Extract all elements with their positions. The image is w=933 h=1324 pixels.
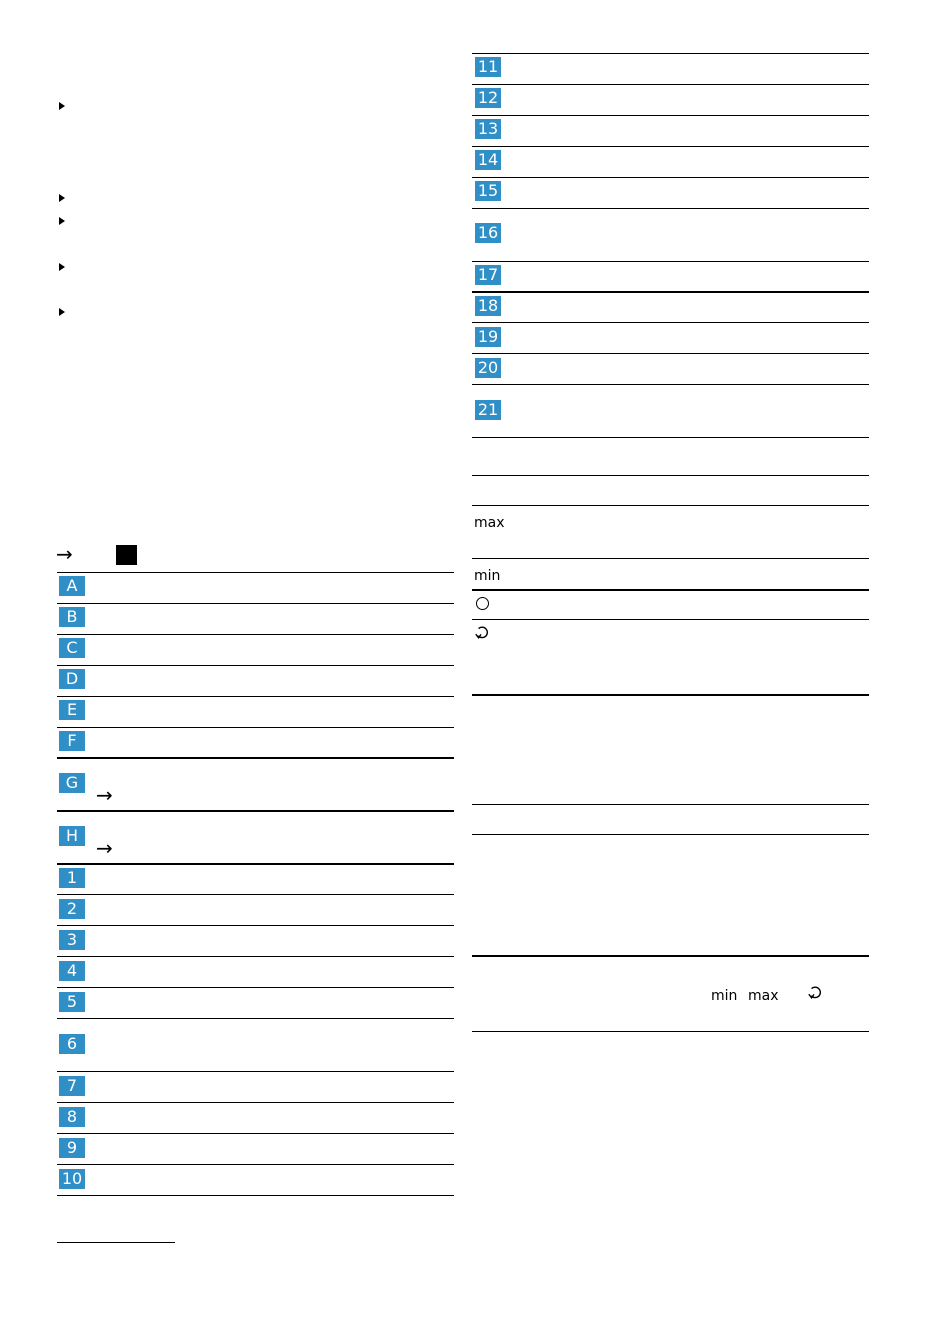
part-badge: 15 xyxy=(475,181,501,201)
inline-min-label: min xyxy=(711,988,738,1004)
table-rule xyxy=(472,694,869,696)
min-label: min xyxy=(474,568,501,584)
table-rule xyxy=(472,558,869,559)
part-badge: 12 xyxy=(475,88,501,108)
rotate-icon xyxy=(474,624,491,641)
black-square-icon xyxy=(116,545,137,565)
table-rule xyxy=(472,353,869,354)
bullet-icon xyxy=(59,308,65,316)
part-badge: 1 xyxy=(59,868,85,888)
table-rule xyxy=(57,894,454,895)
table-rule xyxy=(57,1195,454,1196)
part-badge: D xyxy=(59,669,85,689)
part-badge: 18 xyxy=(475,296,501,316)
arrow-icon: → xyxy=(96,836,113,860)
table-rule xyxy=(472,53,869,54)
bullet-icon xyxy=(59,102,65,110)
table-rule xyxy=(57,956,454,957)
part-badge: 7 xyxy=(59,1076,85,1096)
table-rule xyxy=(472,804,869,805)
table-rule xyxy=(57,1018,454,1019)
part-badge: 9 xyxy=(59,1138,85,1158)
part-badge: 4 xyxy=(59,961,85,981)
table-rule xyxy=(472,322,869,323)
bullet-icon xyxy=(59,263,65,271)
circle-icon xyxy=(476,597,489,610)
part-badge: B xyxy=(59,607,85,627)
table-rule xyxy=(57,925,454,926)
table-rule xyxy=(472,208,869,209)
table-rule xyxy=(472,505,869,506)
table-rule xyxy=(57,987,454,988)
arrow-icon: → xyxy=(96,783,113,807)
part-badge: 6 xyxy=(59,1034,85,1054)
table-rule xyxy=(57,757,454,759)
table-rule xyxy=(57,1071,454,1072)
table-rule xyxy=(472,261,869,262)
part-badge: 21 xyxy=(475,400,501,420)
table-rule xyxy=(57,634,454,635)
table-rule xyxy=(472,955,869,957)
part-badge: 14 xyxy=(475,150,501,170)
part-badge: 19 xyxy=(475,327,501,347)
table-rule xyxy=(472,589,869,591)
table-rule xyxy=(472,115,869,116)
part-badge: F xyxy=(59,731,85,751)
table-rule xyxy=(57,603,454,604)
bullet-icon xyxy=(59,194,65,202)
table-rule xyxy=(57,1102,454,1103)
table-rule xyxy=(472,291,869,293)
table-rule xyxy=(472,475,869,476)
table-rule xyxy=(472,1031,869,1032)
table-rule xyxy=(57,1164,454,1165)
part-badge: 13 xyxy=(475,119,501,139)
table-rule xyxy=(472,177,869,178)
part-badge: 5 xyxy=(59,992,85,1012)
part-badge: G xyxy=(59,773,85,793)
table-rule xyxy=(472,84,869,85)
table-rule xyxy=(472,834,869,835)
part-badge: 11 xyxy=(475,57,501,77)
part-badge: 16 xyxy=(475,223,501,243)
bullet-icon xyxy=(59,217,65,225)
part-badge: H xyxy=(59,826,85,846)
table-rule xyxy=(57,665,454,666)
max-label: max xyxy=(474,515,505,531)
table-rule xyxy=(57,696,454,697)
part-badge: 8 xyxy=(59,1107,85,1127)
table-rule xyxy=(57,810,454,812)
part-badge: 10 xyxy=(59,1169,85,1189)
table-rule xyxy=(57,1133,454,1134)
table-rule xyxy=(57,572,454,573)
table-rule xyxy=(57,727,454,728)
table-rule xyxy=(472,437,869,438)
table-rule xyxy=(472,384,869,385)
table-rule xyxy=(472,619,869,620)
rotate-icon xyxy=(807,984,824,1001)
part-badge: 20 xyxy=(475,358,501,378)
table-rule xyxy=(57,863,454,865)
part-badge: E xyxy=(59,700,85,720)
inline-max-label: max xyxy=(748,988,779,1004)
part-badge: C xyxy=(59,638,85,658)
table-rule xyxy=(472,146,869,147)
part-badge: A xyxy=(59,576,85,596)
part-badge: 3 xyxy=(59,930,85,950)
footnote-separator xyxy=(57,1242,175,1243)
arrow-icon: → xyxy=(56,542,73,566)
part-badge: 17 xyxy=(475,265,501,285)
part-badge: 2 xyxy=(59,899,85,919)
